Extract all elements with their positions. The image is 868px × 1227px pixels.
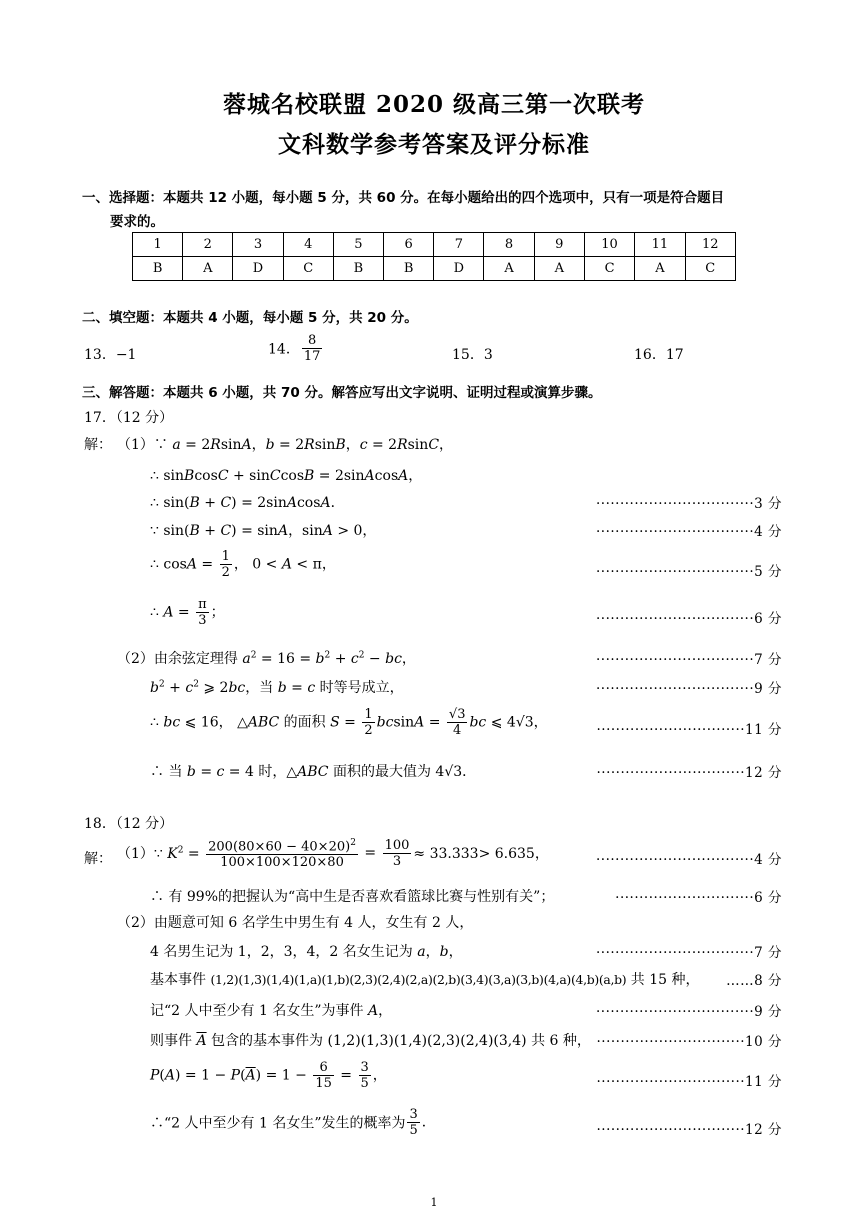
q16-answer xyxy=(634,344,684,364)
q17-line3: ∴ sin(B + C) = 2sinAcosA． xyxy=(150,495,345,511)
q18-complement-count: 共 6 种， xyxy=(531,1033,591,1049)
q17-score-9: ·································9 分 xyxy=(596,681,782,697)
answer-table-answer-cell: B xyxy=(384,257,434,281)
answer-table-number-cell: 6 xyxy=(384,233,434,257)
q13-label: 13． xyxy=(84,347,116,363)
q18-score-12: ·······························12 分 xyxy=(596,1122,782,1138)
answer-table-number-cell: 4 xyxy=(283,233,333,257)
answer-table-number-cell: 1 xyxy=(133,233,183,257)
q13-value: −1 xyxy=(115,347,137,363)
q17-line5: ∴ cosA = $\frac{1}{2}$ ， 0 < A < π， xyxy=(150,549,336,580)
q18-line5 xyxy=(150,969,700,989)
q18-score-10: ·······························10 分 xyxy=(596,1034,782,1050)
q18-students-text: 由题意可知 6 名学生中男生有 4 人，女生有 2 人， xyxy=(153,915,474,931)
q18-jie: 解： xyxy=(84,851,112,867)
q17-max-text: 面积的最大值为 xyxy=(332,764,431,780)
q18-events-prefix: 基本事件 xyxy=(150,972,206,988)
q18-probability-text: ∴“2 人中至少有 1 名女生”发生的概率为 xyxy=(150,1115,406,1132)
q18-part1-label: （1） xyxy=(117,846,154,863)
q18-part2-line1 xyxy=(117,912,473,932)
q18-events-list: (1,2)(1,3)(1,4)(1,a)(1,b)(2,3)(2,4)(2,a)(2,b)(3,4)(3,a)(3,b)(4,a)(4,b)(a,b) xyxy=(210,972,627,987)
page-number: 1 xyxy=(430,1196,438,1209)
q18-part2-label: （2） xyxy=(117,915,154,931)
q18-score-4: ·································4 分 xyxy=(596,852,782,868)
q17-area-text: 的面积 xyxy=(283,714,326,731)
q18-labeling-text: 4 名男生记为 1，2，3，4，2 名女生记为 xyxy=(150,944,413,960)
q18-score-9: ·································9 分 xyxy=(596,1004,782,1020)
q18-score-8: ……8 分 xyxy=(726,973,782,989)
section1-heading-cont: 要求的。 xyxy=(110,214,164,230)
answer-table-answer-cell: C xyxy=(584,257,634,281)
answer-table-number-cell: 8 xyxy=(484,233,534,257)
answer-table-answer-cell: A xyxy=(635,257,685,281)
answer-table-answer-cell: D xyxy=(434,257,484,281)
q18-complement-prefix: 则事件 xyxy=(150,1033,192,1049)
q18-line7: 则事件 $\overline{A}$ 包含的基本事件为 (1,2)(1,3)(1,4)(2,3)(2,4)(3,4) 共 6 种， xyxy=(150,1033,591,1049)
answer-table-answer-row xyxy=(133,257,736,281)
q17-part1-label: （1） xyxy=(117,437,154,453)
q17-score-12: ·······························12 分 xyxy=(596,765,782,781)
q18-k2-result: ≈ 33.333> 6.635， xyxy=(413,846,549,863)
answer-table-number-cell: 12 xyxy=(685,233,735,257)
answer-table-number-cell: 7 xyxy=(434,233,484,257)
q17-jie: 解： xyxy=(84,437,112,453)
q17-score-11: ·······························11 分 xyxy=(596,722,782,738)
q18-line6: 记“2 人中至少有 1 名女生”为事件 A， xyxy=(150,1003,393,1019)
answer-table-number-cell: 2 xyxy=(183,233,233,257)
q15-label: 15． xyxy=(452,347,484,363)
section3-heading: 三、解答题：本题共 6 小题，共 70 分。解答应写出文字说明、证明过程或演算步骤。 xyxy=(82,385,602,401)
q18-line9: ∴“2 人中至少有 1 名女生”发生的概率为 $\frac{3}{5}$ ． xyxy=(150,1107,436,1138)
q18-score-11: ·······························11 分 xyxy=(596,1074,782,1090)
doc-title-line1: 蓉城名校联盟 2020 级高三第一次联考 xyxy=(222,91,646,118)
q17-line6: ∴ A = $\frac{\pi}{3}$ ； xyxy=(150,597,225,628)
q18-score-6: ·····························6 分 xyxy=(615,890,782,906)
answer-table-answer-cell: A xyxy=(534,257,584,281)
q17-score-7: ·································7 分 xyxy=(596,652,782,668)
answer-table-answer-cell: A xyxy=(484,257,534,281)
q14-label: 14． xyxy=(268,341,300,358)
q17-equality-text: 时等号成立， xyxy=(319,680,404,696)
q14-denominator: 17 xyxy=(303,349,321,364)
q18-line4: 4 名男生记为 1，2，3，4，2 名女生记为 a，b， xyxy=(150,944,463,960)
answer-table-answer-cell: C xyxy=(685,257,735,281)
q17-score-4: ·································4 分 xyxy=(596,524,782,540)
answer-table-answer-cell: C xyxy=(283,257,333,281)
q15-value: 3 xyxy=(483,347,493,363)
q18-line2: ∴ 有 99%的把握认为“高中生是否喜欢看篮球比赛与性别有关”； xyxy=(150,889,555,905)
q17-score-5: ·································5 分 xyxy=(596,564,782,580)
answer-table-answer-cell: D xyxy=(233,257,283,281)
q17-line8: $b^2 + c^2$ ⩾ 2bc，当 b = c 时等号成立， xyxy=(150,679,404,696)
q17-part1-line1: （1）∵ a = 2RsinA，b = 2RsinB，c = 2RsinC， xyxy=(117,437,454,453)
q13-answer xyxy=(84,344,136,364)
q18-complement-events: (1,2)(1,3)(1,4)(2,3)(2,4)(3,4) xyxy=(327,1033,527,1049)
q17-part2-label: （2） xyxy=(117,651,154,667)
q17-line10: ∴ 当 b = c = 4 时，△ABC 面积的最大值为 4√3． xyxy=(150,764,477,780)
q17-title: 17．（12 分） xyxy=(84,410,174,426)
q16-value: 17 xyxy=(665,347,684,363)
q18-complement-mid: 包含的基本事件为 xyxy=(211,1033,324,1049)
q14-answer xyxy=(268,333,324,364)
q17-cosine-law-text: 由余弦定理得 xyxy=(153,651,238,667)
q17-part2-line1: （2）由余弦定理得 $a^2 = 16 = b^2 + c^2$ − bc， xyxy=(117,650,416,667)
answer-table-answer-cell: A xyxy=(183,257,233,281)
q14-numerator: 8 xyxy=(302,333,323,349)
q17-line4: ∵ sin(B + C) = sinA，sinA > 0， xyxy=(150,523,377,539)
q17-score-3: ·································3 分 xyxy=(596,496,782,512)
q17-line2: ∴ sinBcosC + sinCcosB = 2sinAcosA， xyxy=(150,468,423,484)
section2-heading: 二、填空题：本题共 4 小题，每小题 5 分，共 20 分。 xyxy=(82,310,418,326)
section1-heading: 一、选择题：本题共 12 小题，每小题 5 分，共 60 分。在每小题给出的四个选项中，只有一项是符合题目 xyxy=(82,190,725,206)
q18-title: 18．（12 分） xyxy=(84,816,174,832)
answer-table-answer-cell: B xyxy=(133,257,183,281)
answer-table-number-cell: 9 xyxy=(534,233,584,257)
answer-table-number-cell: 3 xyxy=(233,233,283,257)
q17-score-6: ·································6 分 xyxy=(596,611,782,627)
answer-table-number-cell: 11 xyxy=(635,233,685,257)
q18-score-7: ·································7 分 xyxy=(596,945,782,961)
answer-table-answer-cell: B xyxy=(333,257,383,281)
q17-line9: ∴ bc ⩽ 16， △ABC 的面积 S = $\frac{1}{2}$ bcsinA = $\frac{√3}{4}$ bc ⩽ 4√3， xyxy=(150,707,548,738)
q18-event-define-text: 记“2 人中至少有 1 名女生”为事件 xyxy=(150,1003,364,1019)
doc-title-line2: 文科数学参考答案及评分标准 xyxy=(278,131,590,158)
answer-table-number-cell: 5 xyxy=(333,233,383,257)
answer-table-number-row xyxy=(133,233,736,257)
q17-when-text: 时， xyxy=(258,764,287,780)
q18-events-count: 共 15 种， xyxy=(630,972,700,988)
answer-table-number-cell: 10 xyxy=(584,233,634,257)
q18-line8: $P(A) = 1 - P(\overline{A}) = 1$ − $\frac{6}{15}$ = $\frac{3}{5}$ ， xyxy=(150,1060,387,1091)
q16-label: 16． xyxy=(634,347,666,363)
q18-part1-line1: （1）∵ $K^2$ = $\frac{200(80\times 60 - 40\times 20)^2}{100\times 100\times 120\times 80}$ = $\frac{100}{3}$ ≈ 33.333> 6.635， xyxy=(117,837,549,871)
q15-answer xyxy=(452,344,493,364)
answer-table xyxy=(132,232,736,281)
